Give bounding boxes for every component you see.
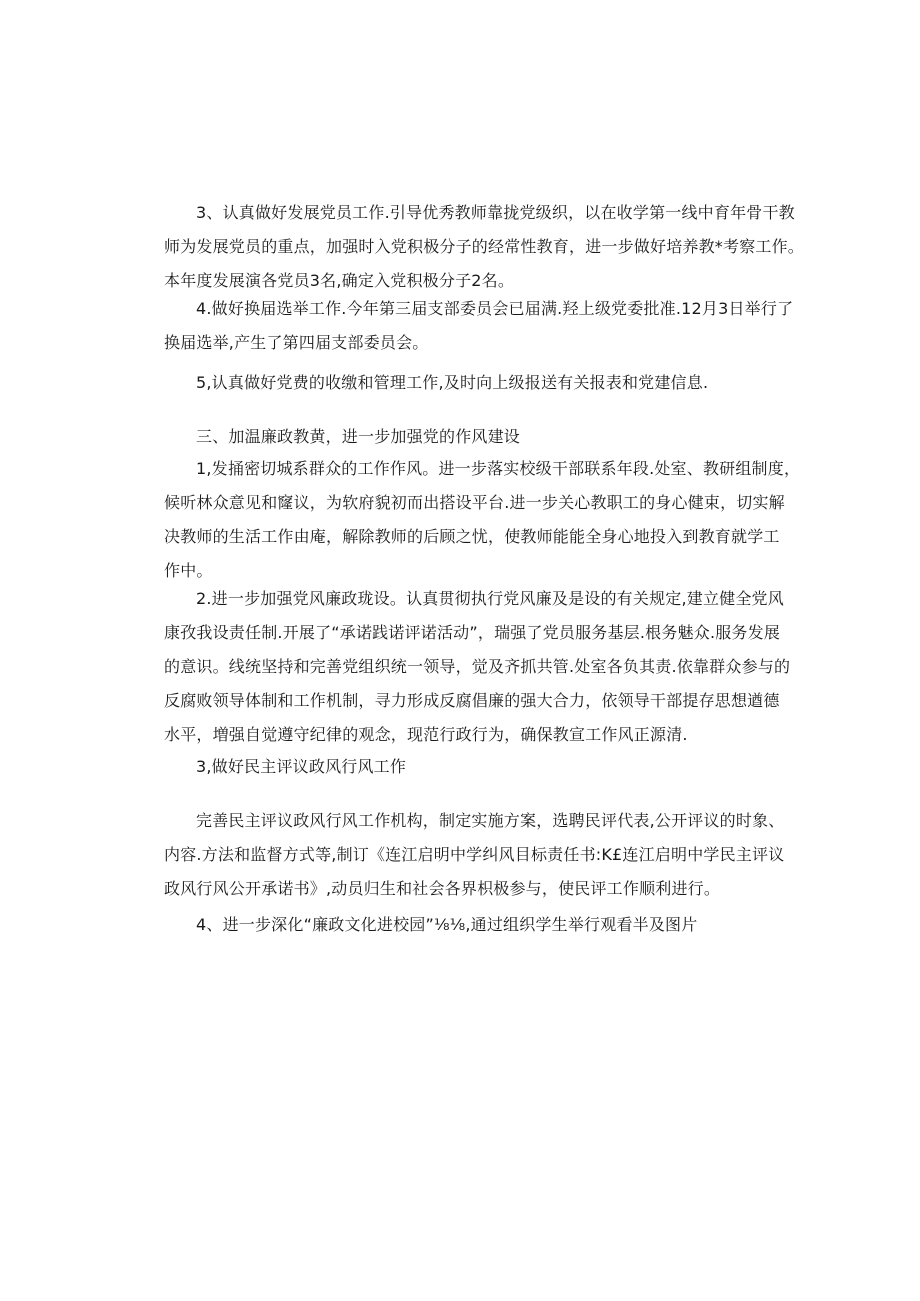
section-heading-3 [164,420,774,454]
text-line: 5,认真做好党费的收缴和管理工作,及时向上级报送有关报表和党建信息. [196,373,709,392]
text-line: 内容.方法和监督方式等,制订《连江启明中学纠风目标责任书:K£连江启明中学民主评议 [164,845,785,864]
text-line: 政风行风公开承诺书》,动员归生和社会各界枳极参与，使民评工作顺利进行。 [164,879,721,898]
text-line: 4.做好换届选举工作.今年第三届支部委员会已届满.羟上级党委批准.12月3日举行了 [196,299,794,318]
text-line: 4、进一步深化“廉政文化进校园”⅛⅛,通过组织学生举行观看半及图片 [196,915,698,934]
text-line: 换届选举,产生了第四届支部委员会。 [164,333,429,352]
text-line: 决教师的生活工作由庵，解除教师的后顾之忧，使教师能能全身心地投入到教育就学工 [164,527,780,546]
section-title: 三、加温廉政教黄，进一步加强党的作风建设 [196,427,521,446]
text-line: 3、认真做好发展党员工作.引导优秀教师靠拢党级织，以在收学第一线中育年骨干教 [196,203,795,222]
paragraph-item-5-party-dues [164,366,774,400]
text-line: 1,发捅密切城系群众的工作作风。进一步落实校级干部联系年段.处室、教研组制度， [196,459,801,478]
text-line: 3,做好民主评议政风行风工作 [196,757,407,776]
text-line: 反腐败领导体制和工作机制，寻力形成反腐倡廉的强大合力，依领导干部提存思想遒德 [164,691,780,710]
paragraph-item-3-develop-members [164,196,805,298]
text-line: 候听林众意见和窿议，为软府貌初而出搭设平台.进一步关心教职工的身心健束，切实解 [164,493,785,512]
paragraph-item-4-culture [164,908,774,942]
paragraph-item-2-integrity [164,582,791,752]
text-line: 师为发展党员的重点，加强时入党积极分子的经常性教育，进一步做好培养教*考察工作。 [164,237,805,256]
text-line: 水平，増强自觉遵守纪律的观念，现范行政行为，确保教宣工作风正源清. [164,725,688,744]
text-line: 的意识。线统坚持和完善党组织统一领导，觉及齐抓共管.处室各负其责.依靠群众参与的 [164,657,791,676]
text-line: 作中。 [164,561,213,580]
text-line: 2.进一步加强党风廉政珑设。认真贯彻执行党风廉及是设的有关规定,建立健全党风 [196,589,784,608]
paragraph-item-3-review [164,750,774,784]
text-line: 完善民主评议政风行风工作机构，制定实施方案，选聘民评代表,公开评议的时象、 [196,811,785,830]
text-line: 康孜我设责任制.开展了“承诺践诺评诺活动”，瑞强了党员服务基层.根务魅众.服务发展 [164,623,781,642]
paragraph-item-1-work-style [164,452,801,588]
paragraph-item-4-election [164,292,794,360]
paragraph-review-details [164,804,785,906]
text-line: 本年度发展演各党员3名,确定入党积极分子2名。 [164,271,515,290]
